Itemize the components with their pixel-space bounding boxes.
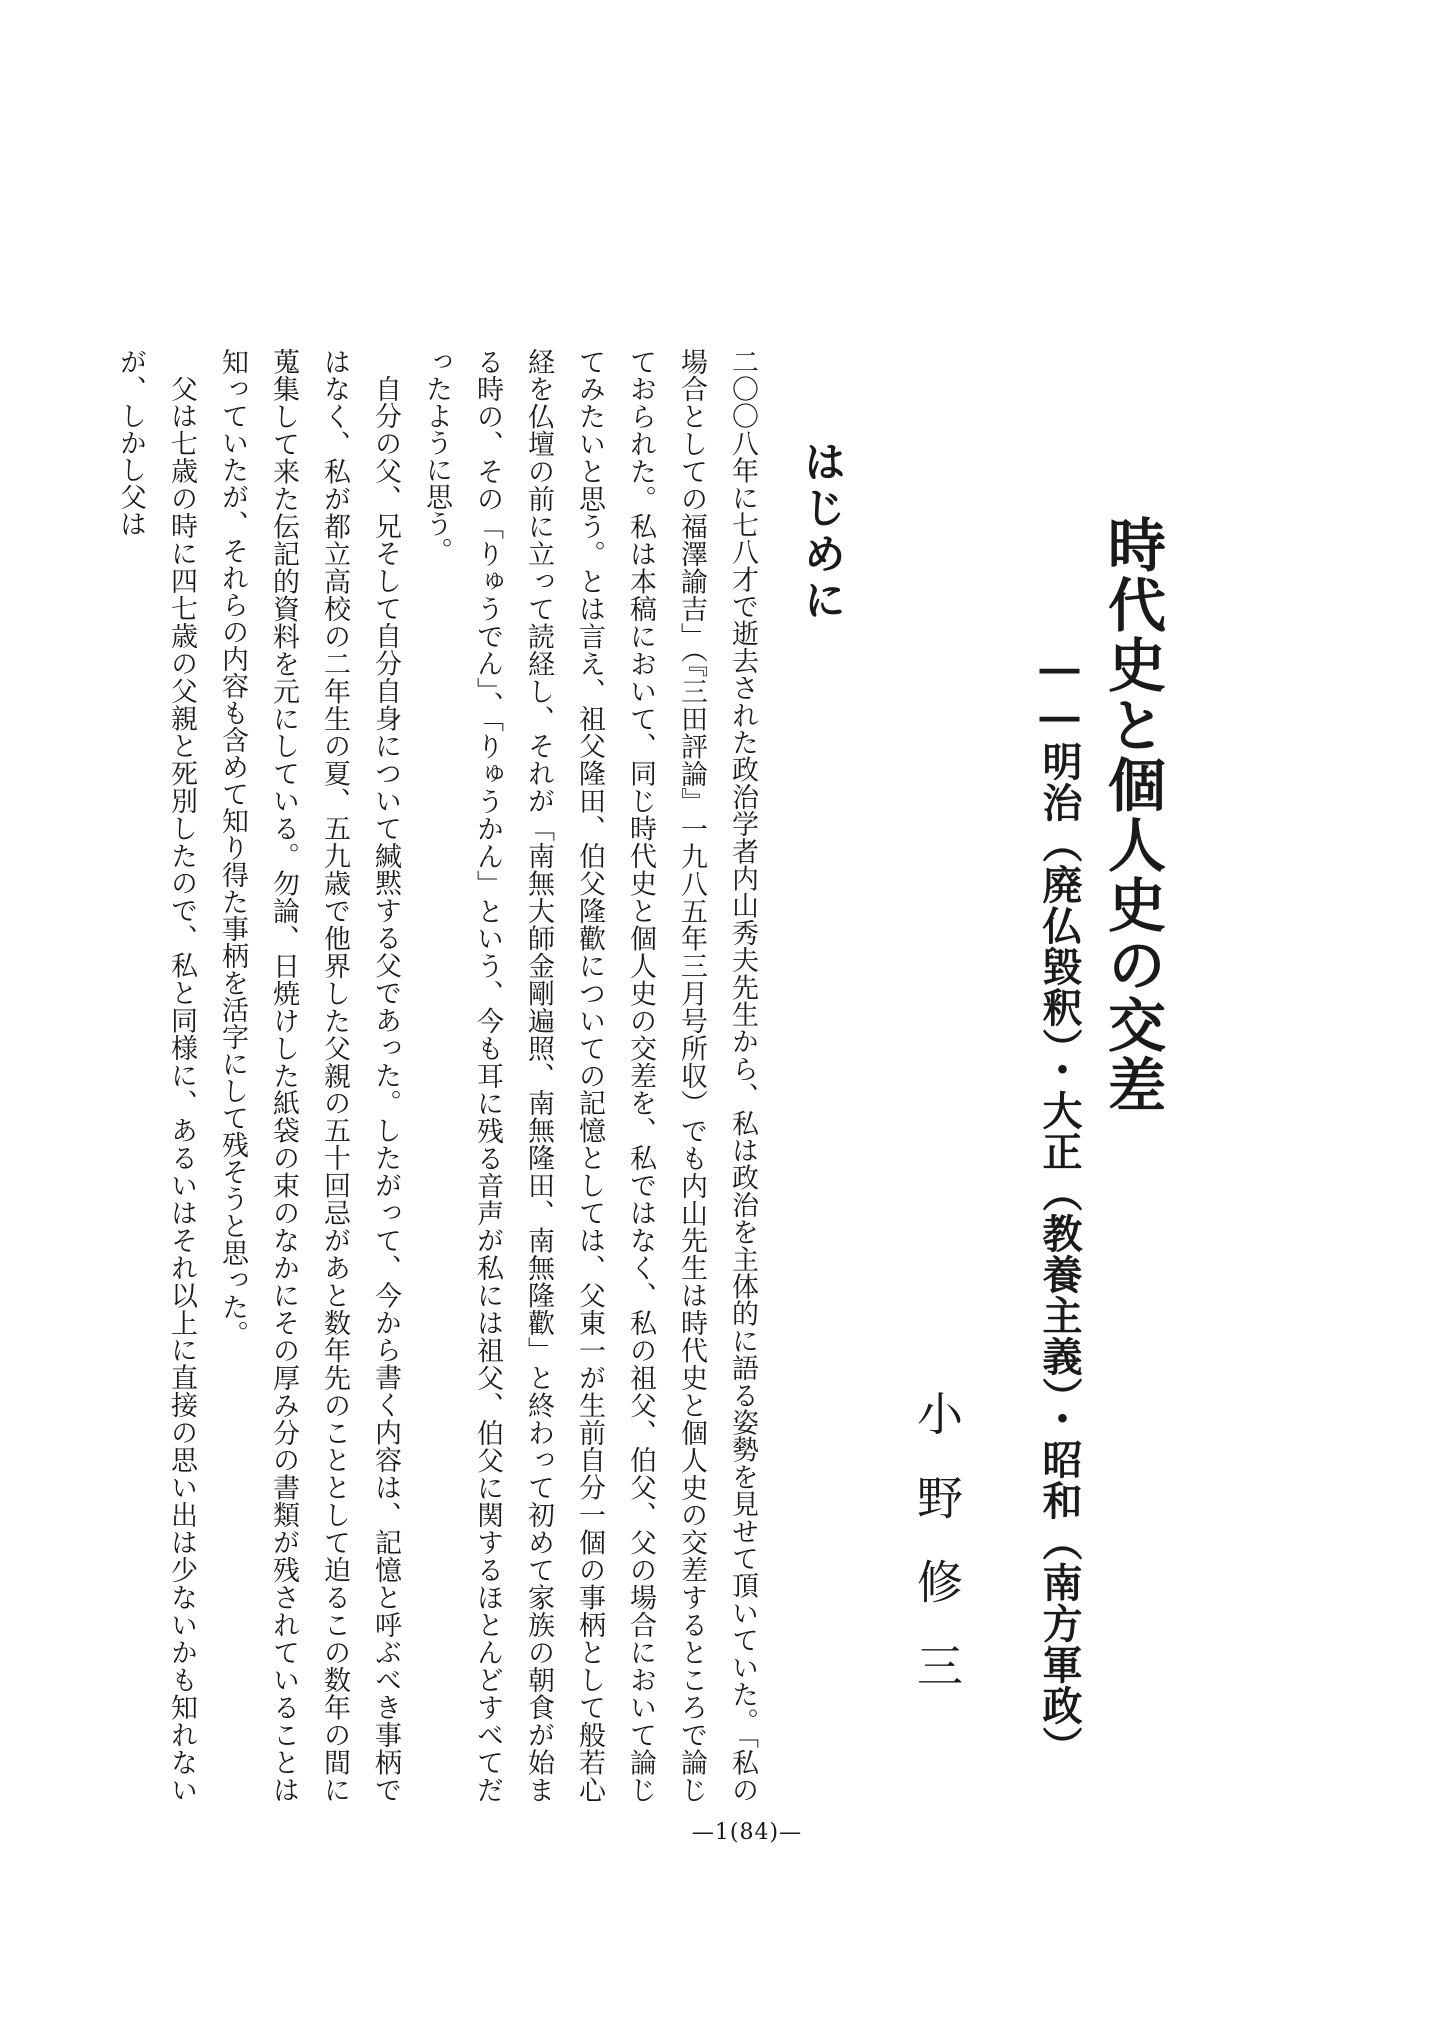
author-name: 小野修三 <box>910 1390 964 1726</box>
section-heading: はじめに <box>798 440 847 624</box>
page-number: —1(84)— <box>691 1820 803 1845</box>
body-text <box>115 348 768 1804</box>
paragraph-3: 父は七歳の時に四七歳の父親と死別したので、私と同様に、あるいはそれ以上に直接の思い出は少ないかも知れないが、しかし父は <box>115 348 197 1803</box>
paragraph-2: 自分の父、兄そして自分自身について緘黙する父であった。したがって、今から書く内容は、記憶と呼ぶべき事柄ではなく、私が都立高校の二年生の夏、五九歳で他界した父親の五十回忌があと数年先のこととして迫るこの数年の間に蒐集して来た伝記的資料を元にしている。勿論、日焼けした紙袋の束のなかにその厚み分の書類が残されていることは知っていたが、それらの内容も含めて知り得た事柄を活字にして残そうと思った。 <box>217 348 401 1804</box>
page-title: 時代史と個人史の交差 <box>1098 515 1166 1115</box>
paragraph-1: 二〇〇八年に七八才で逝去された政治学者内山秀夫先生から、私は政治を主体的に語る姿勢を見せて頂いていた。「私の場合としての福澤諭吉」（『三田評論』一九八五年三月号所収）でも内山先生は時代史と個人史の交差するところで論じておられた。私は本稿において、同じ時代史と個人史の交差を、私ではなく、私の祖父、伯父、父の場合において論じてみたいと思う。とは言え、祖父隆田、伯父隆歡についての記憶としては、父東一が生前自分一個の事柄として般若心経を仏壇の前に立って読経し、それが「南無大師金剛遍照、南無隆田、南無隆歡」と終わって初めて家族の朝食が始まる時の、その「りゅうでん」、「りゅうかん」という、今も耳に残る音声が私には祖父、伯父に関するほとんどすべてだったように思う。 <box>421 348 758 1804</box>
page-subtitle: ――明治（廃仏毀釈）・大正（教養主義）・昭和（南方軍政） <box>1036 645 1083 1767</box>
